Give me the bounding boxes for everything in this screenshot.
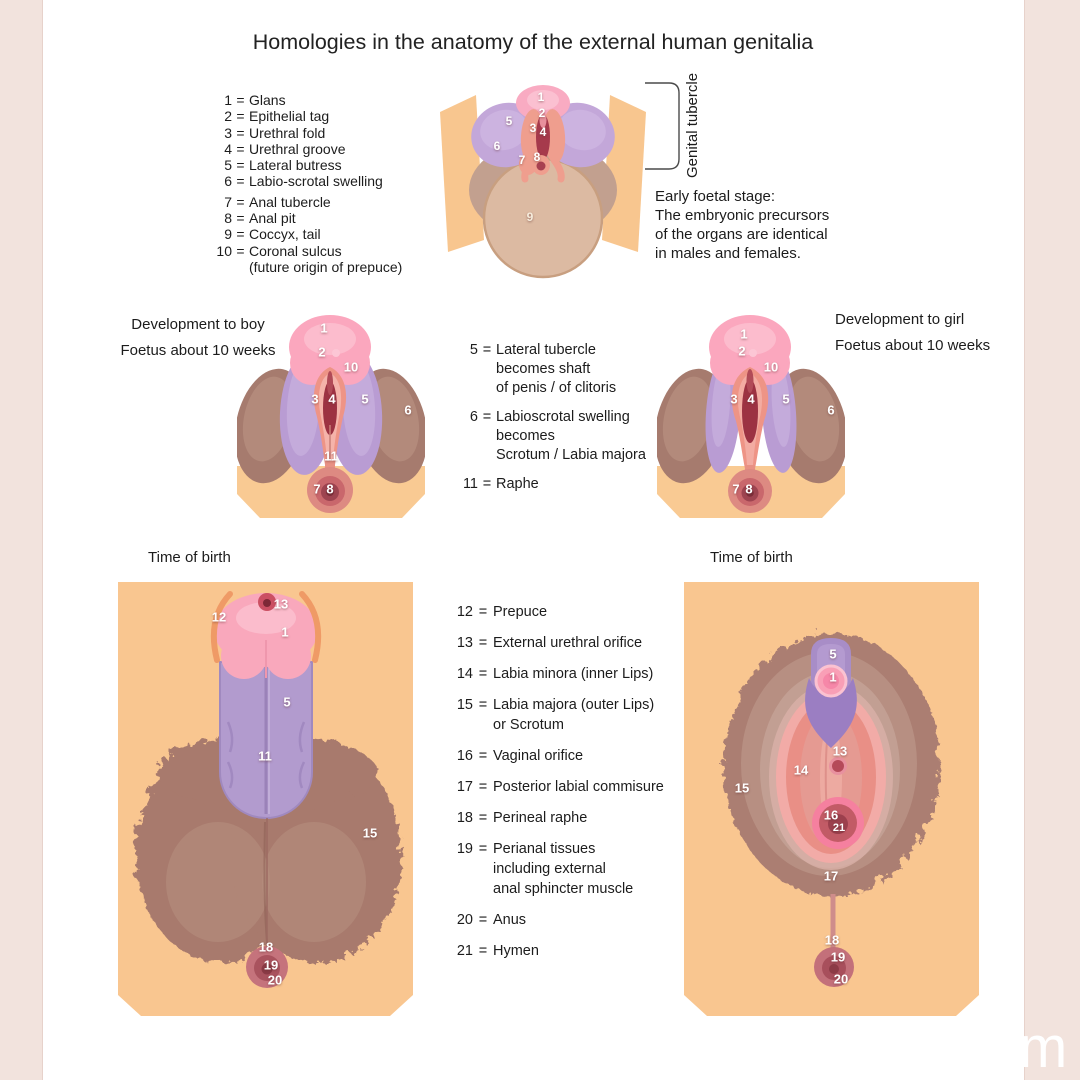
diagram-female-at-birth	[684, 582, 979, 1016]
diagram-number-label: 6	[493, 139, 501, 153]
legend-row	[206, 157, 402, 173]
text-line: Foetus about 10 weeks	[835, 337, 991, 354]
caption-time-of-birth-left: Time of birth	[148, 549, 231, 566]
legend-row	[449, 839, 664, 859]
caption-time-of-birth-right: Time of birth	[710, 549, 793, 566]
diagram-number-label: 2	[318, 344, 326, 360]
legend-label: (future origin of prepuce)	[249, 258, 403, 275]
legend-embryo-parts	[206, 92, 402, 275]
diagram-number-label: 1	[281, 624, 289, 640]
legend-row	[206, 226, 402, 242]
legend-row	[454, 341, 646, 360]
legend-number: 3	[224, 124, 232, 141]
diagram-number-label: 3	[730, 391, 738, 407]
legend-row	[454, 408, 646, 427]
text-line: The embryonic precursors	[655, 207, 830, 224]
legend-label: Epithelial tag	[249, 108, 330, 125]
legend-label: Labia minora (inner Lips)	[493, 666, 654, 682]
legend-label: Labia majora (outer Lips)	[493, 697, 655, 713]
legend-equals: =	[482, 476, 492, 492]
legend-number: 12	[456, 604, 473, 620]
legend-equals: =	[236, 124, 245, 141]
diagram-number-label: 6	[827, 402, 835, 418]
diagram-male-at-birth	[118, 582, 413, 1016]
legend-number: 14	[456, 666, 473, 682]
legend-row	[449, 633, 664, 653]
legend-number: 6	[469, 409, 478, 425]
legend-row	[206, 141, 402, 157]
diagram-number-label: 19	[830, 949, 846, 965]
legend-label: Anus	[493, 912, 527, 928]
diagram-number-label: 7	[313, 481, 321, 497]
diagram-number-label: 11	[258, 748, 272, 764]
diagram-number-label: 4	[539, 125, 547, 139]
legend-row	[206, 210, 402, 226]
diagram-number-label: 7	[518, 153, 526, 167]
coccyx-tail-shape	[484, 159, 602, 277]
diagram-number-label: 7	[732, 481, 740, 497]
legend-number: 5	[469, 342, 478, 358]
left-border-strip	[0, 0, 43, 1080]
legend-number: 21	[456, 943, 473, 959]
diagram-number-label: 14	[793, 762, 809, 778]
legend-row	[206, 194, 402, 210]
legend-equals: =	[478, 841, 488, 857]
diagram-number-label: 1	[829, 669, 837, 685]
diagram-number-label: 9	[526, 210, 534, 224]
legend-row	[206, 173, 402, 189]
legend-row-continuation	[454, 427, 646, 446]
legend-row-continuation	[449, 879, 664, 899]
text-line: Early foetal stage:	[655, 188, 776, 205]
legend-number: 9	[224, 226, 232, 243]
genital-tubercle-label: Genital tubercle	[684, 72, 701, 178]
diagram-number-label: 8	[745, 481, 753, 497]
legend-number: 17	[456, 779, 473, 795]
legend-number: 19	[456, 841, 473, 857]
legend-equals: =	[478, 810, 488, 826]
legend-equals: =	[478, 748, 488, 764]
epithelial-tag-shape	[332, 349, 340, 357]
diagram-number-label: 1	[740, 326, 748, 342]
diagram-number-label: 10	[763, 359, 779, 375]
legend-row	[206, 108, 402, 124]
legend-row	[206, 125, 402, 141]
legend-row	[449, 695, 664, 715]
diagram-number-label: 8	[533, 150, 541, 164]
diagram-number-label: 17	[823, 868, 839, 884]
diagram-number-label: 6	[404, 402, 412, 418]
legend-label: becomes shaft	[496, 361, 591, 377]
diagram-number-label: 12	[211, 609, 227, 625]
legend-label: Lateral butress	[249, 157, 342, 174]
legend-label: of penis / of clitoris	[496, 380, 617, 396]
legend-label: Vaginal orifice	[493, 748, 584, 764]
legend-row	[449, 941, 664, 961]
legend-foetus-parts	[454, 341, 646, 494]
diagram-number-label: 1	[320, 320, 328, 336]
legend-equals: =	[478, 635, 488, 651]
right-border-strip	[1024, 0, 1080, 1080]
legend-equals: =	[236, 140, 245, 157]
legend-label: Urethral fold	[249, 124, 326, 141]
diagram-foetus-boy	[237, 313, 425, 518]
diagram-number-label: 13	[273, 596, 289, 612]
legend-row-continuation	[449, 859, 664, 879]
legend-number: 16	[456, 748, 473, 764]
text-line: in males and females.	[655, 245, 801, 262]
diagram-embryo-stage	[428, 80, 658, 280]
diagram-number-label: 18	[824, 932, 840, 948]
legend-number: 15	[456, 697, 473, 713]
legend-equals: =	[236, 242, 245, 259]
legend-label: or Scrotum	[493, 717, 564, 733]
legend-label: Perineal raphe	[493, 810, 588, 826]
genital-tubercle-bracket	[643, 80, 683, 174]
legend-number: 13	[456, 635, 473, 651]
watermark-text: m	[1019, 1015, 1068, 1080]
diagram-number-label: 5	[283, 694, 291, 710]
legend-label: Coronal sulcus	[249, 242, 342, 259]
text-line: Foetus about 10 weeks	[120, 342, 276, 359]
legend-birth-parts	[449, 602, 664, 961]
legend-row	[206, 243, 402, 259]
legend-label: Posterior labial commisure	[493, 779, 664, 795]
legend-label: Perianal tissues	[493, 841, 596, 857]
diagram-number-label: 15	[362, 825, 378, 841]
legend-label: becomes	[496, 428, 555, 444]
diagram-number-label: 3	[311, 391, 319, 407]
legend-number: 5	[224, 157, 232, 174]
legend-label: anal sphincter muscle	[493, 881, 634, 897]
legend-label: Labioscrotal swelling	[496, 409, 630, 425]
legend-number: 6	[224, 173, 232, 190]
legend-equals: =	[482, 342, 492, 358]
legend-number: 8	[224, 210, 232, 227]
diagram-number-label: 2	[738, 343, 746, 359]
legend-row	[449, 746, 664, 766]
legend-equals: =	[236, 193, 245, 210]
legend-label: Lateral tubercle	[496, 342, 596, 358]
legend-equals: =	[236, 92, 245, 108]
legend-equals: =	[236, 173, 245, 190]
diagram-number-label: 21	[832, 822, 846, 834]
legend-row-continuation	[454, 446, 646, 465]
legend-number: 7	[224, 193, 232, 210]
legend-equals: =	[236, 157, 245, 174]
legend-label: Scrotum / Labia majora	[496, 447, 646, 463]
diagram-number-label: 20	[267, 972, 283, 988]
legend-row-continuation	[449, 715, 664, 735]
legend-label: Labio-scrotal swelling	[249, 173, 383, 190]
diagram-number-label: 3	[529, 121, 537, 135]
early-foetal-note	[655, 187, 829, 263]
legend-number: 4	[224, 140, 232, 157]
legend-label: Urethral groove	[249, 140, 346, 157]
legend-equals: =	[478, 666, 488, 682]
diagram-foetus-girl	[657, 313, 845, 518]
legend-label: Hymen	[493, 943, 539, 959]
text-line: Development to girl	[835, 311, 965, 328]
legend-row	[449, 910, 664, 930]
text-line: of the organs are identical	[655, 226, 828, 243]
legend-label: Coccyx, tail	[249, 226, 321, 243]
legend-label: including external	[493, 861, 606, 877]
legend-row	[449, 602, 664, 622]
diagram-number-label: 1	[537, 90, 545, 104]
legend-equals: =	[478, 604, 488, 620]
legend-row	[449, 777, 664, 797]
legend-row	[449, 808, 664, 828]
diagram-number-label: 5	[782, 391, 790, 407]
legend-row-continuation	[454, 379, 646, 398]
legend-number: 1	[224, 92, 232, 108]
diagram-number-label: 18	[258, 939, 274, 955]
legend-row	[449, 664, 664, 684]
legend-label: Prepuce	[493, 604, 548, 620]
diagram-number-label: 5	[829, 646, 837, 662]
text-line: Development to boy	[131, 316, 265, 333]
legend-number: 20	[456, 912, 473, 928]
diagram-number-label: 10	[343, 359, 359, 375]
legend-number: 11	[462, 476, 478, 492]
legend-equals: =	[482, 409, 492, 425]
diagram-number-label: 4	[328, 391, 336, 407]
legend-equals: =	[478, 943, 488, 959]
legend-equals: =	[478, 697, 488, 713]
legend-label: Anal pit	[249, 210, 296, 227]
legend-row-continuation	[454, 360, 646, 379]
page-title: Homologies in the anatomy of the external human genitalia	[252, 30, 814, 54]
legend-equals: =	[236, 108, 245, 125]
legend-row-continuation	[206, 259, 402, 275]
diagram-number-label: 5	[505, 114, 513, 128]
diagram-number-label: 20	[833, 971, 849, 987]
legend-equals: =	[478, 912, 488, 928]
legend-equals: =	[478, 779, 488, 795]
diagram-number-label: 4	[747, 391, 755, 407]
diagram-number-label: 2	[538, 106, 546, 120]
diagram-number-label: 16	[823, 807, 839, 823]
legend-number: 18	[456, 810, 473, 826]
legend-row	[206, 92, 402, 108]
legend-equals: =	[236, 210, 245, 227]
legend-label: Glans	[249, 92, 286, 108]
diagram-number-label: 5	[361, 391, 369, 407]
diagram-number-label: 11	[324, 448, 338, 464]
diagram-number-label: 8	[326, 481, 334, 497]
epithelial-tag-shape	[749, 349, 757, 357]
diagram-number-label: 15	[734, 780, 750, 796]
diagram-number-label: 13	[832, 743, 848, 759]
legend-label: External urethral orifice	[493, 635, 643, 651]
caption-development-girl	[835, 307, 1005, 359]
diagram-number-label: 19	[263, 957, 279, 973]
legend-number: 10	[216, 242, 232, 259]
legend-label: Anal tubercle	[249, 193, 331, 210]
legend-label: Raphe	[496, 476, 539, 492]
legend-equals: =	[236, 226, 245, 243]
legend-row	[454, 475, 646, 494]
legend-number: 2	[224, 108, 232, 125]
